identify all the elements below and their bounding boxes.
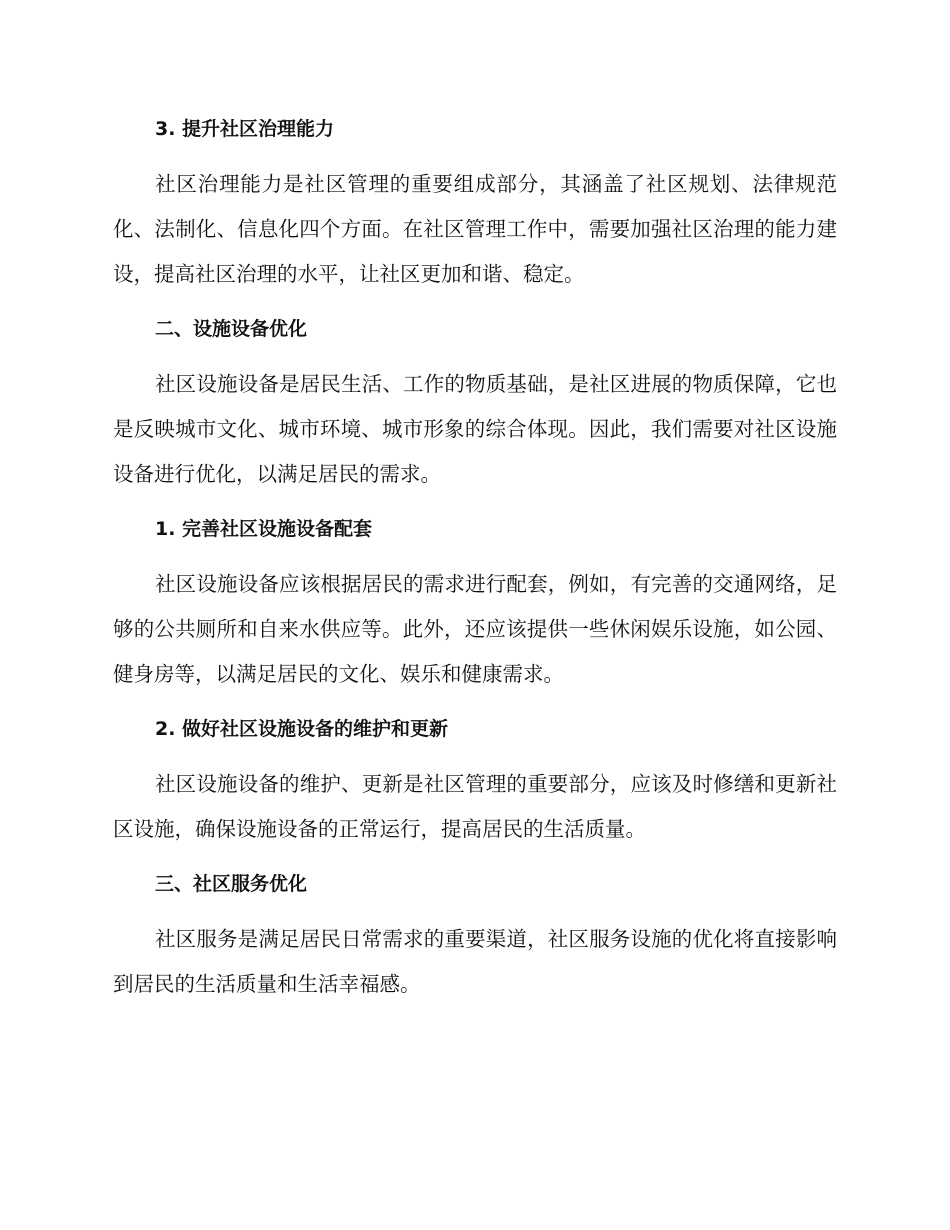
section-heading: 三、社区服务优化 [155, 873, 308, 895]
section-heading: 2. 做好社区设施设备的维护和更新 [155, 718, 449, 740]
section-governance [113, 108, 837, 297]
section-facility-support [113, 508, 837, 697]
section-facilities [113, 308, 837, 497]
section-heading: 二、设施设备优化 [155, 318, 308, 340]
section-services [113, 863, 837, 1007]
section-heading: 1. 完善社区设施设备配套 [155, 518, 373, 540]
section-maintenance [113, 708, 837, 852]
section-paragraph: 社区治理能力是社区管理的重要组成部分，其涵盖了社区规划、法律规范化、法制化、信息化四个方面。在社区管理工作中，需要加强社区治理的能力建设，提高社区治理的水平，让社区更加和谐、稳定。 [113, 172, 837, 286]
section-paragraph: 社区设施设备的维护、更新是社区管理的重要部分，应该及时修缮和更新社区设施，确保设施设备的正常运行，提高居民的生活质量。 [113, 772, 837, 841]
document-page [113, 108, 837, 1007]
section-paragraph: 社区设施设备是居民生活、工作的物质基础，是社区进展的物质保障，它也是反映城市文化、城市环境、城市形象的综合体现。因此，我们需要对社区设施设备进行优化，以满足居民的需求。 [113, 372, 837, 486]
section-paragraph: 社区设施设备应该根据居民的需求进行配套，例如，有完善的交通网络，足够的公共厕所和自来水供应等。此外，还应该提供一些休闲娱乐设施，如公园、健身房等，以满足居民的文化、娱乐和健康需求。 [113, 572, 837, 686]
section-paragraph: 社区服务是满足居民日常需求的重要渠道，社区服务设施的优化将直接影响到居民的生活质量和生活幸福感。 [113, 927, 837, 996]
section-heading: 3. 提升社区治理能力 [155, 118, 335, 140]
